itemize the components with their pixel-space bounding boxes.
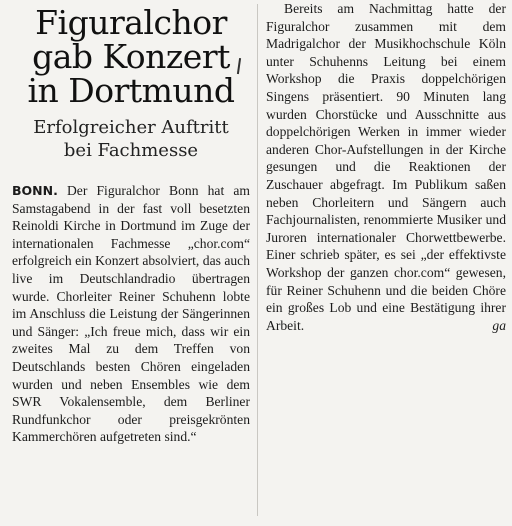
headline [12,3,250,110]
left-column [12,3,250,446]
dateline: BONN. [12,183,58,198]
article-body-left [12,182,250,446]
subheadline-line-1: Erfolgreicher Auftritt [33,117,229,138]
column-divider [257,4,258,516]
author-initials: ga [492,317,506,333]
subheadline [12,116,250,162]
article-text-left: Der Figuralchor Bonn hat am Samstagabend in der fast voll besetzten Reinoldi Kirche in Dortmund im Zuge der internationalen Fachmesse „chor.com“ erfolgreich ein Konzert absolviert, das auch live im Deutschlandradio übertragen wurde. Chorleiter Reiner Schuhenn lobte im Anschluss die Leistung der Sängerinnen und Sänger: „Ich freue mich, dass wir ein zweites Mal zu dem Treffen von Deutschlands besten Chören eingeladen wurden und neben Ensembles wie dem SWR Vokalensemble, dem Berliner Rundfunkchor oder preisgekrönten Kammerchören aufgetreten sind.“ [12,183,250,445]
headline-line-2: gab Konzert [32,37,230,76]
headline-line-3: in Dortmund [27,71,235,110]
subheadline-line-2: bei Fachmesse [63,140,199,161]
headline-line-1: Figuralchor [35,3,227,42]
article-body-right [266,0,506,334]
article-text-right: Bereits am Nachmittag hatte der Figuralchor zusammen mit dem Madrigalchor der Musikhochschule Köln unter Schuhenns Leitung bei einem Workshop die Praxis doppelchörigen Singens präsentiert. 90 Minuten lang wurden Chorstücke und Ausschnitte aus doppelchörigen Werken in immer wieder anderen Chor-Aufstellungen in der Kirche gesungen und die Reaktionen der Zuschauer abgefragt. Im Publikum saßen neben Chorleitern und Sängern auch Fachjournalisten, renommierte Musiker und Juroren internationaler Chorwettbewerbe. Einer schrieb später, es sei „der effektivste Workshop der ganzen chor.com“ gewesen, für Reiner Schuhenn und die beiden Chöre ein großes Lob und eine Bestätigung ihrer Arbeit. [266,1,506,333]
right-column [266,0,506,334]
